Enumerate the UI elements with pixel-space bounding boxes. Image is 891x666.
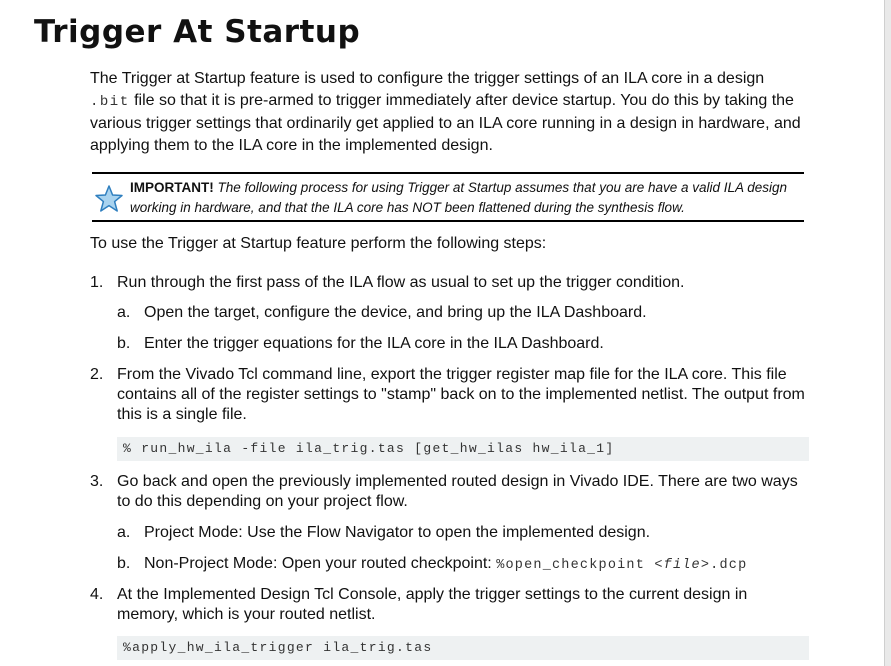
step-text: At the Implemented Design Tcl Console, apply the trigger settings to the current design in memory, which is your routed netlist. [117, 586, 748, 623]
intro-text-1: The Trigger at Startup feature is used to configure the trigger settings of an ILA core in a design [90, 70, 765, 87]
sub-letter: a. [117, 304, 131, 321]
intro-code: .bit [90, 94, 130, 110]
important-callout [92, 172, 804, 222]
code-block-apply[interactable]: %apply_hw_ila_trigger ila_trig.tas [117, 636, 809, 660]
checkpoint-command-pre: %open_checkpoint < [496, 558, 664, 573]
step-text: Go back and open the previously implemented routed design in Vivado IDE. There are two ways to do this depending on your project flow. [117, 473, 798, 510]
sub-text-label: Non-Project Mode: Open your routed checkpoint: [144, 555, 492, 572]
star-icon [94, 184, 124, 214]
page-title: Trigger At Startup [34, 14, 361, 50]
important-label: IMPORTANT! [130, 180, 214, 195]
code-block-export[interactable]: % run_hw_ila -file ila_trig.tas [get_hw_ilas hw_ila_1] [117, 437, 809, 461]
step-number: 3. [90, 473, 104, 490]
step-text: Run through the first pass of the ILA flow as usual to set up the trigger condition. [117, 274, 685, 291]
important-body: The following process for using Trigger at Startup assumes that you are have a valid ILA design working in hardware, and that the ILA core has NOT been flattened during the synthesis flow. [130, 180, 788, 215]
sub-letter: b. [117, 555, 131, 572]
steps-intro: To use the Trigger at Startup feature perform the following steps: [90, 235, 547, 252]
sub-text: Enter the trigger equations for the ILA core in the ILA Dashboard. [144, 335, 604, 352]
checkpoint-command-post: >.dcp [700, 558, 748, 573]
step-number: 1. [90, 274, 104, 291]
step-number: 2. [90, 366, 104, 383]
important-text [130, 178, 800, 218]
step-text: From the Vivado Tcl command line, export the trigger register map file for the ILA core. This file contains all of the register settings to "stamp" back on to the implemented netlist. The output from this is a single file. [117, 366, 805, 423]
checkpoint-command[interactable] [496, 558, 747, 573]
sub-letter: b. [117, 335, 131, 352]
intro-text-2: file so that it is pre-armed to trigger immediately after device startup. You do this by taking the various trigger settings that ordinarily get applied to an ILA core running in a design in hardware, and applying them to the ILA core in the implemented design. [90, 92, 801, 154]
sub-text: Open the target, configure the device, and bring up the ILA Dashboard. [144, 304, 647, 321]
checkpoint-command-file: file [663, 558, 701, 573]
sub-letter: a. [117, 524, 131, 541]
sub-text [144, 554, 804, 576]
intro-paragraph [90, 68, 808, 157]
sub-text: Project Mode: Use the Flow Navigator to open the implemented design. [144, 524, 651, 541]
step-number: 4. [90, 586, 104, 603]
window-edge [884, 0, 891, 666]
